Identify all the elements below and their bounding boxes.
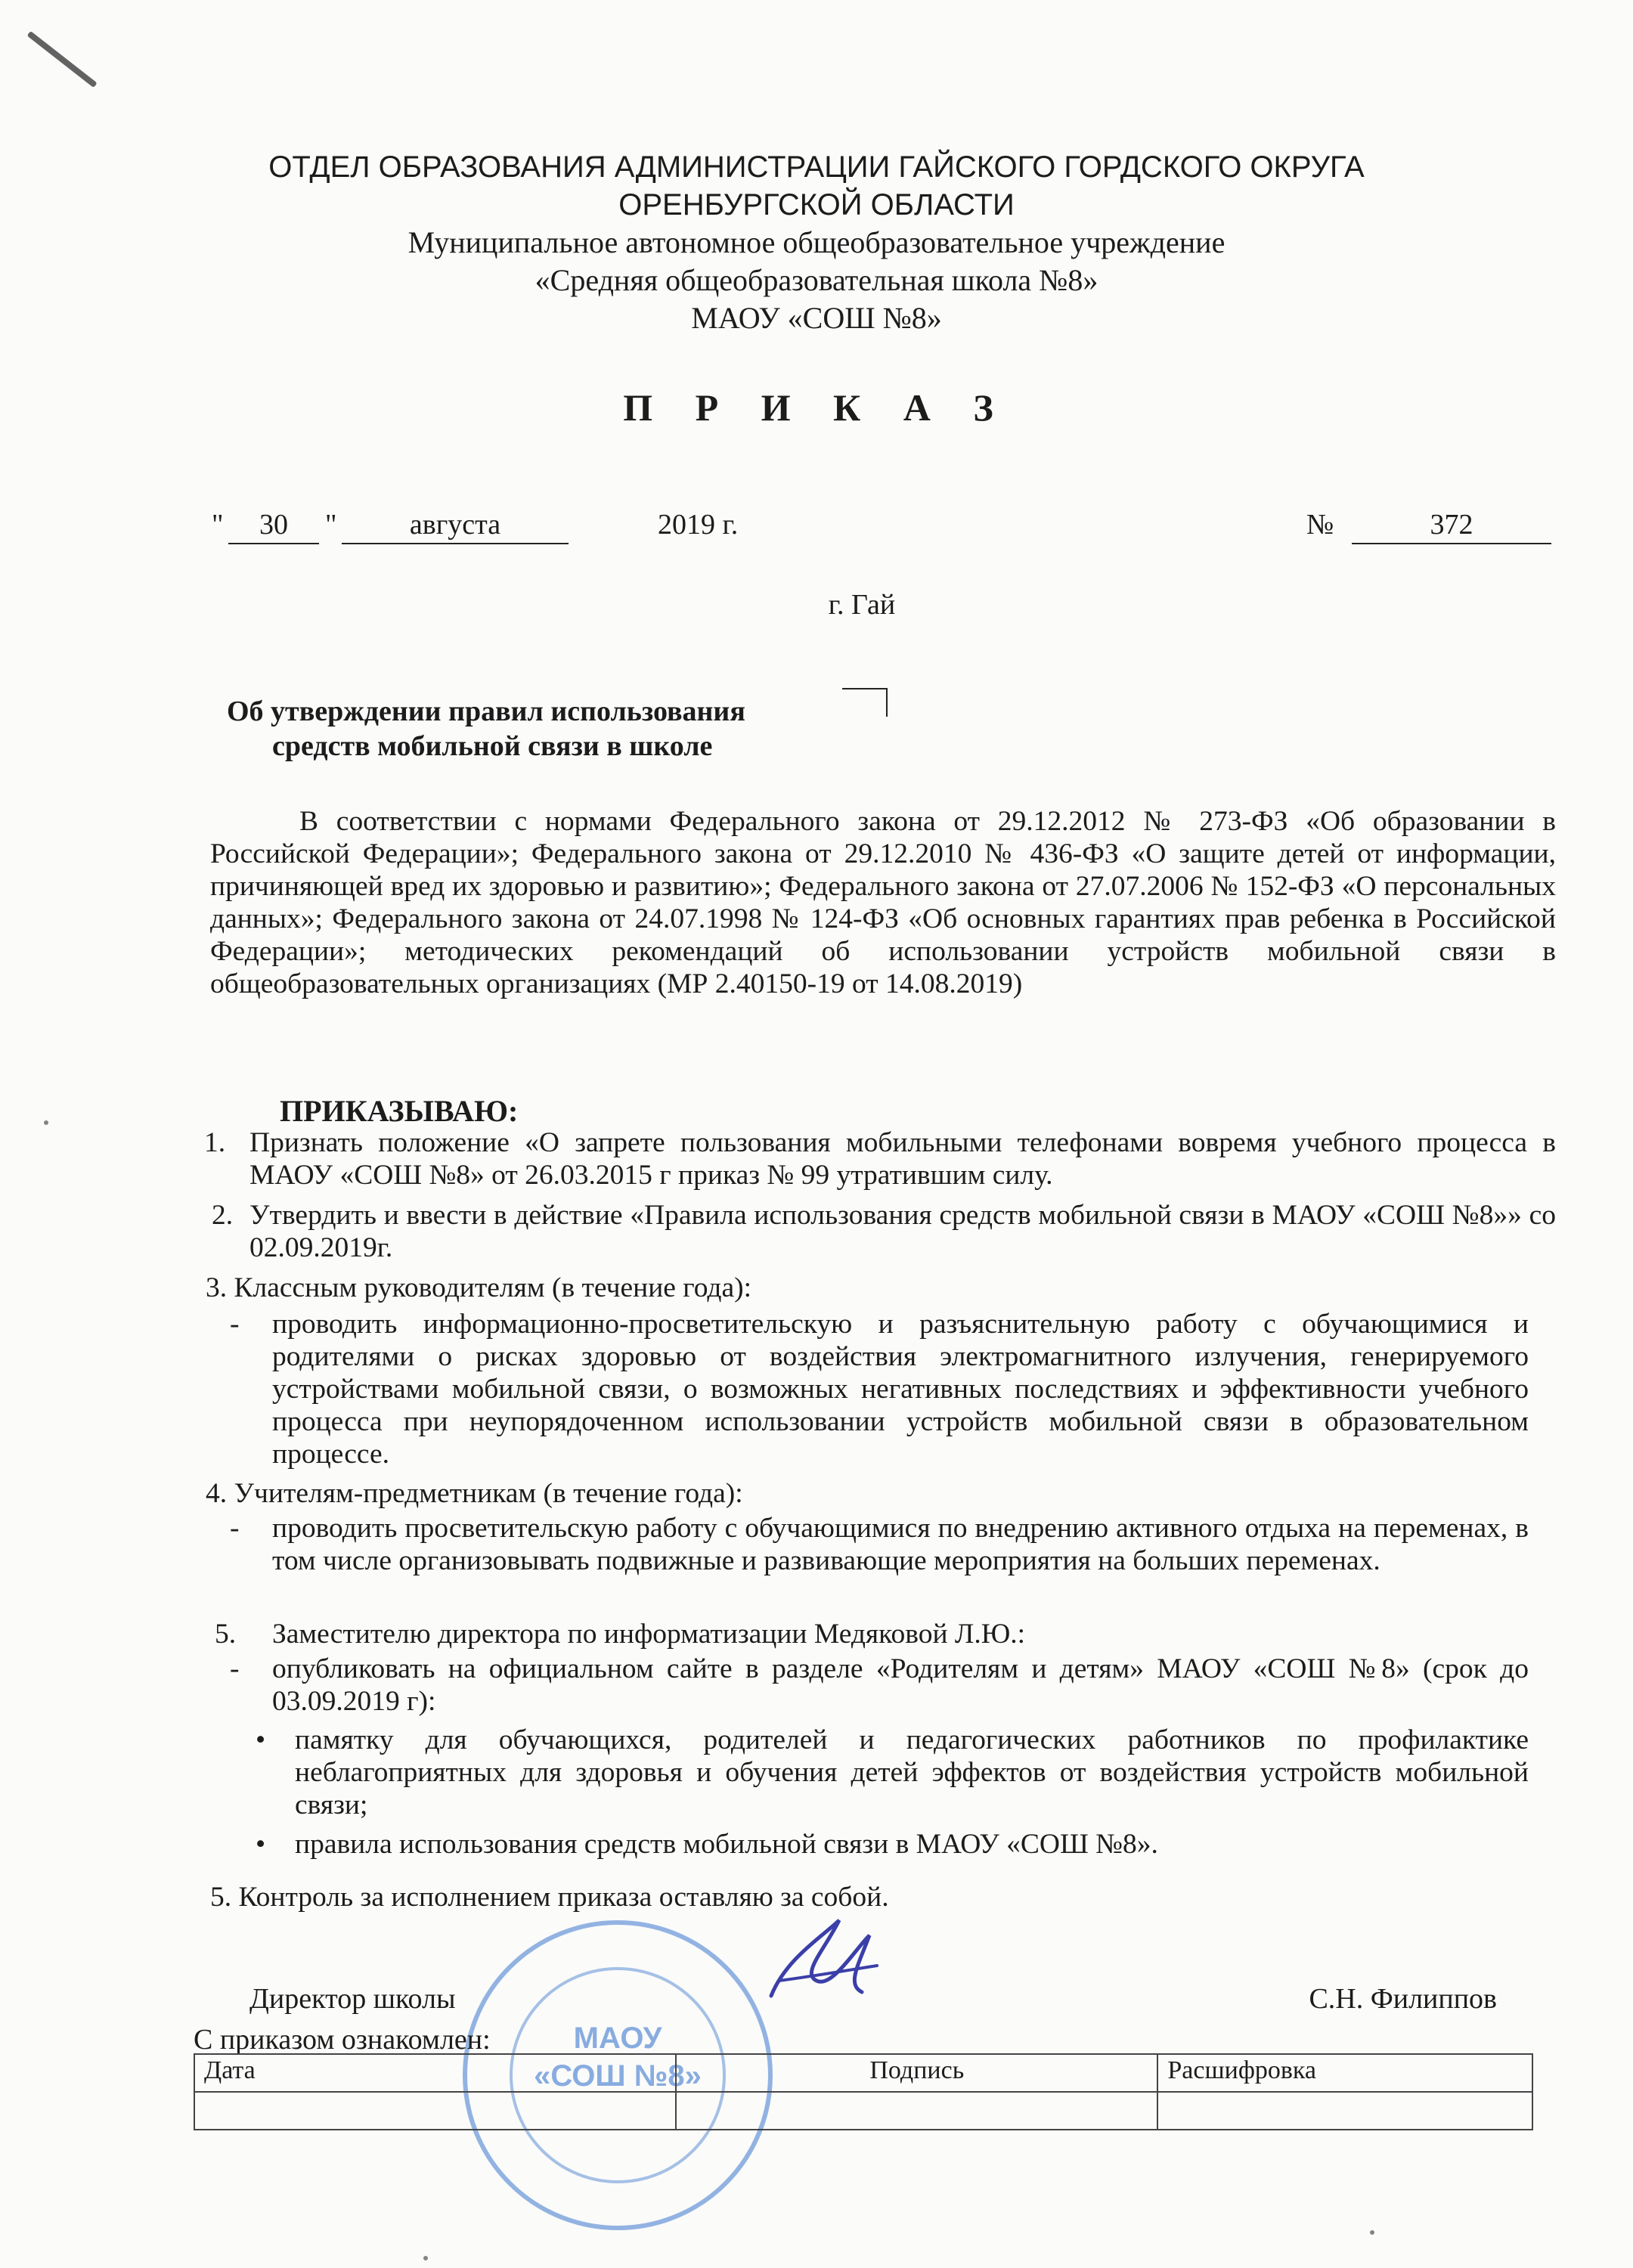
- item-text: Утвердить и ввести в действие «Правила использования средств мобильной связи в МАОУ «СОШ №8»» со 02.09.2019г.: [249, 1200, 1556, 1263]
- number-sign: №: [1306, 509, 1334, 541]
- date-year: 2019 г.: [658, 509, 739, 541]
- table-cell: [676, 2092, 1157, 2130]
- item-text: 5. Контроль за исполнением приказа оставляю за собой.: [210, 1882, 889, 1913]
- date-quote-close: ": [325, 509, 337, 541]
- bullet-icon: •: [256, 1829, 266, 1860]
- list-item: [206, 1477, 1551, 1510]
- order-word: ПРИКАЗЫВАЮ:: [280, 1094, 519, 1128]
- list-item: [230, 1653, 1529, 1718]
- stamp-top-text: МАОУ: [573, 2022, 662, 2055]
- subject-line-2: средств мобильной связи в школе: [272, 730, 713, 762]
- list-item: [256, 1828, 1529, 1861]
- order-subject: [227, 694, 907, 764]
- item-marker: -: [230, 1513, 240, 1544]
- item-text: памятку для обучающихся, родителей и педагогических работников по профилактике неблагоприятных для здоровья и обучения детей эффектов от воздействия устройств мобильной связи;: [295, 1724, 1529, 1820]
- document-title: П Р И К А З: [623, 386, 1010, 429]
- acknowledgement-table: [194, 2053, 1533, 2130]
- date-row: [212, 508, 1557, 546]
- item-text: опубликовать на официальном сайте в разделе «Родителям и детям» МАОУ «СОШ №8» (срок до 03.09.2019 г):: [272, 1653, 1529, 1717]
- table-row: [194, 2092, 1532, 2130]
- item-marker: -: [230, 1309, 240, 1340]
- date-quote-open: ": [212, 509, 224, 541]
- signature-icon: [756, 1905, 885, 2019]
- letterhead-line-5: МАОУ «СОШ №8»: [691, 301, 942, 335]
- subject-line-1: Об утверждении правил использования: [227, 696, 745, 727]
- list-item: [212, 1199, 1556, 1264]
- letterhead: [0, 148, 1633, 337]
- stamp-middle-text: «СОШ №8»: [534, 2059, 702, 2093]
- letterhead-line-1: ОТДЕЛ ОБРАЗОВАНИЯ АДМИНИСТРАЦИИ ГАЙСКОГО ГОРДСКОГО ОКРУГА: [268, 150, 1365, 184]
- item-marker: 5.: [215, 1619, 237, 1650]
- item-marker: 2.: [212, 1200, 234, 1231]
- list-item: [230, 1512, 1529, 1577]
- bullet-icon: •: [256, 1724, 266, 1755]
- item-marker: 1.: [204, 1127, 226, 1158]
- scan-dot: [423, 2256, 428, 2260]
- item-text: Заместителю директора по информатизации Медяковой Л.Ю.:: [272, 1619, 1026, 1650]
- table-cell: [194, 2092, 676, 2130]
- order-number: 372: [1352, 508, 1551, 544]
- list-item: [204, 1126, 1556, 1191]
- letterhead-line-2: ОРЕНБУРГСКОЙ ОБЛАСТИ: [618, 188, 1015, 222]
- column-header-name: Расшифровка: [1157, 2054, 1532, 2092]
- letterhead-line-3: Муниципальное автономное общеобразовательное учреждение: [407, 225, 1226, 259]
- city: г. Гай: [828, 589, 896, 621]
- item-text: правила использования средств мобильной связи в МАОУ «СОШ №8».: [295, 1829, 1158, 1860]
- column-header-signature: Подпись: [676, 2054, 1157, 2092]
- scan-dot: [1370, 2230, 1374, 2235]
- item-text: проводить просветительскую работу с обучающимися по внедрению активного отдыха на переменах, в том числе организовывать подвижные и развивающие мероприятия на больших переменах.: [272, 1513, 1529, 1576]
- list-item: [206, 1272, 1551, 1304]
- item-text: проводить информационно-просветительскую и разъяснительную работу с обучающимися и родителями о рисках здоровью от воздействия электромагнитного излучения, генерируемого устройствами мобильной связи, о возможных негативных последствиях и эффективности учебного процесса при неупорядоченном использовании устройств мобильной связи в образовательном процессе.: [272, 1309, 1529, 1470]
- date-month: августа: [342, 508, 569, 544]
- table-cell: [1157, 2092, 1532, 2130]
- letterhead-line-4: «Средняя общеобразовательная школа №8»: [535, 263, 1098, 297]
- scan-artifact: [27, 31, 98, 88]
- signatory-position: Директор школы: [249, 1983, 456, 2015]
- item-text: 4. Учителям-предметникам (в течение года):: [206, 1478, 743, 1509]
- scan-dot: [44, 1120, 48, 1125]
- list-item: [256, 1724, 1529, 1821]
- list-item: [215, 1618, 1529, 1650]
- date-day: 30: [228, 508, 319, 544]
- preamble-text: В соответствии с нормами Федерального закона от 29.12.2012 № 273-ФЗ «Об образовании в Российской Федерации»; Федерального закона от 29.12.2010 № 436-ФЗ «О защите детей от информации, причиняющей вред их здоровью и развитию»; Федерального закона от 27.07.2006 № 152-ФЗ «О персональных данных»; Федерального закона от 24.07.1998 № 124-ФЗ «Об основных гарантиях прав ребенка в Российской Федерации»; методических рекомендаций об использовании устройств мобильной связи в общеобразовательных организациях (МР 2.40150-19 от 14.08.2019): [210, 806, 1556, 999]
- signatory-name: С.Н. Филиппов: [1309, 1983, 1497, 2015]
- column-header-date: Дата: [194, 2054, 676, 2092]
- item-text: Признать положение «О запрете пользования мобильными телефонами вовремя учебного процесса в МАОУ «СОШ №8» от 26.03.2015 г приказ № 99 утратившим силу.: [249, 1127, 1556, 1191]
- item-marker: -: [230, 1653, 240, 1684]
- acknowledgement-label: С приказом ознакомлен:: [194, 2024, 491, 2056]
- table-row: [194, 2054, 1532, 2092]
- item-text: 3. Классным руководителям (в течение года):: [206, 1272, 752, 1303]
- list-item: [230, 1308, 1529, 1470]
